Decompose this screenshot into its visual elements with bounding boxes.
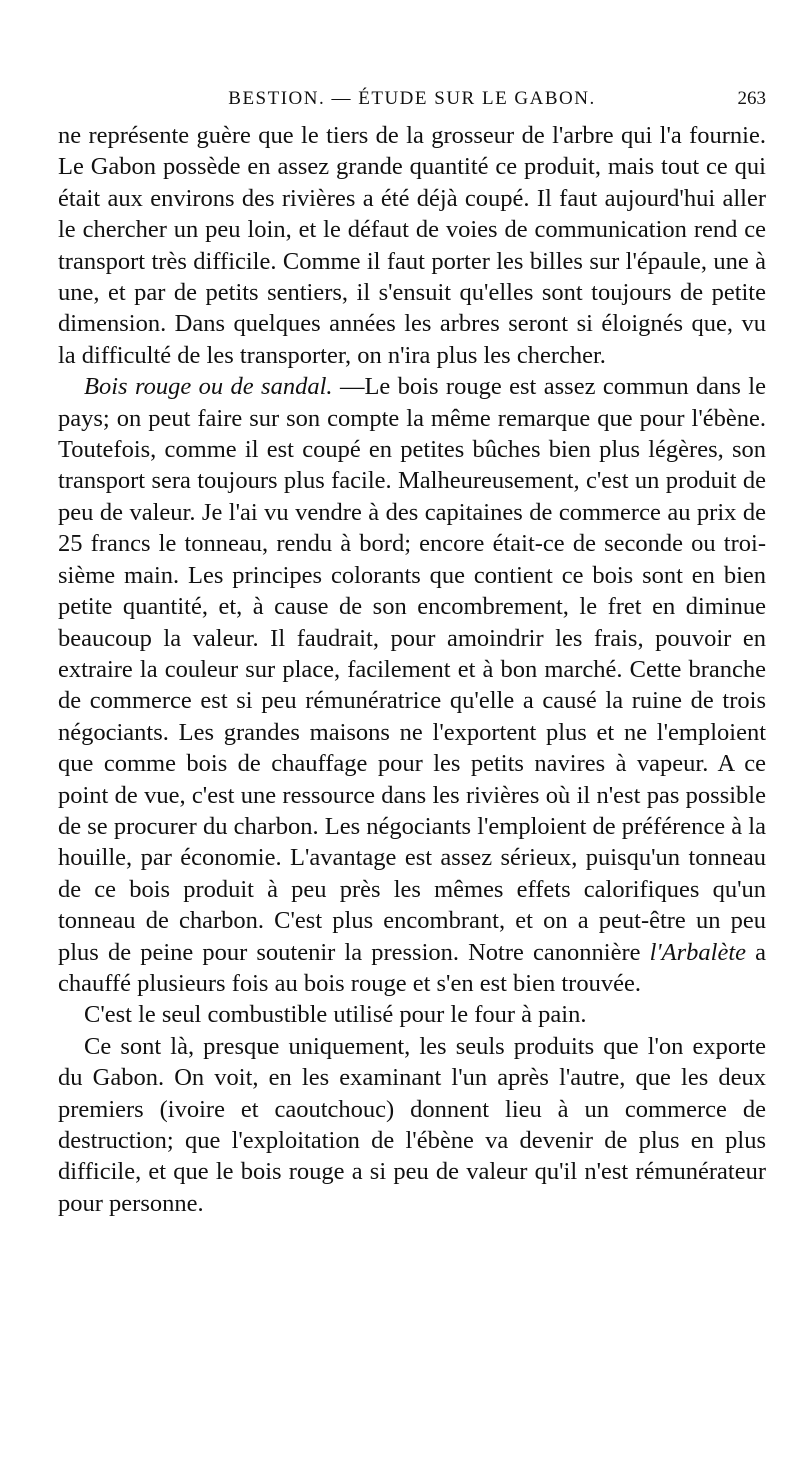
paragraph-text: —Le bois rouge est assez commun dans le pays; on peut faire sur son compte la même remarque que pour l'ébène. Toutefois, comme il est coupé en petites bûches bien plus légères, son transport sera toujours plus facile. Malheureusement, c'est un produit de peu de valeur. Je l'ai vu vendre à des capitaines de commerce au prix de 25 francs le tonneau, rendu à bord; encore était-ce de seconde ou troisième main. Les principes colorants que contient ce bois sont en bien petite quantité, et, à cause de son encombrement, le fret en diminue beaucoup la valeur. Il faudrait, pour amoindrir les frais, pouvoir en extraire la couleur sur place, facilement et à bon marché. Cette branche de commerce est si peu rémunératrice qu'elle a causé la ruine de trois négociants. Les grandes maisons ne l'exportent plus et ne l'emploient que comme bois de chauffage pour les petits navires à vapeur. A ce point de vue, c'est une ressource dans les rivières où il n'est pas possible de se procurer du charbon. Les négociants l'emploient de préférence à la houille, par économie. L'avantage est assez sérieux, puisqu'un tonneau de ce bois produit à peu près les mêmes effets calorifiques qu'un tonneau de charbon. C'est plus encombrant, et on a peut-être un peu plus de peine pour soutenir la pression. Notre canonnière <box>58 373 766 966</box>
page-header <box>58 85 766 113</box>
page-number: 263 <box>737 88 766 109</box>
body-text <box>58 120 766 1219</box>
paragraph-text-end: a chauffé plusieurs fois au bois rouge et s'en est bien trouvée. <box>58 938 767 997</box>
section-title: Bois rouge ou de sandal. <box>84 373 333 401</box>
paragraph-text: ne représente guère que le tiers de la grosseur de l'arbre qui l'a fournie. Le Gabon possède en assez grande quantité ce produit, mais tout ce qui était aux environs des rivières a été déjà coupé. Il faut aujourd'hui aller le chercher un peu loin, et le défaut de voies de communication rend ce transport très difficile. Comme il faut porter les billes sur l'épaule, une à une, et par de petits sentiers, il s'ensuit qu'elles sont toujours de petite dimension. Dans quelques années les arbres seront si éloignés que, vu la difficulté de les transporter, on n'ira plus les chercher. <box>58 122 766 369</box>
paragraph-text: C'est le seul combustible utilisé pour le four à pain. <box>84 1001 587 1029</box>
paragraph-text: Ce sont là, presque uniquement, les seuls produits que l'on exporte du Gabon. On voit, en les examinant l'un après l'autre, que les deux premiers (ivoire et caoutchouc) donnent lieu à un commerce de destruction; que l'exploitation de l'ébène va devenir de plus en plus difficile, et que le bois rouge a si peu de valeur qu'il n'est rémunérateur pour personne. <box>58 1032 766 1217</box>
paragraph-continuation <box>58 120 766 371</box>
paragraph-combustible <box>58 999 766 1030</box>
paragraph-bois-rouge <box>58 371 766 999</box>
paragraph-conclusion <box>58 1031 766 1219</box>
ship-name: l'Arbalète <box>649 938 747 966</box>
running-title: BESTION. — ÉTUDE SUR LE GABON. <box>228 88 596 109</box>
